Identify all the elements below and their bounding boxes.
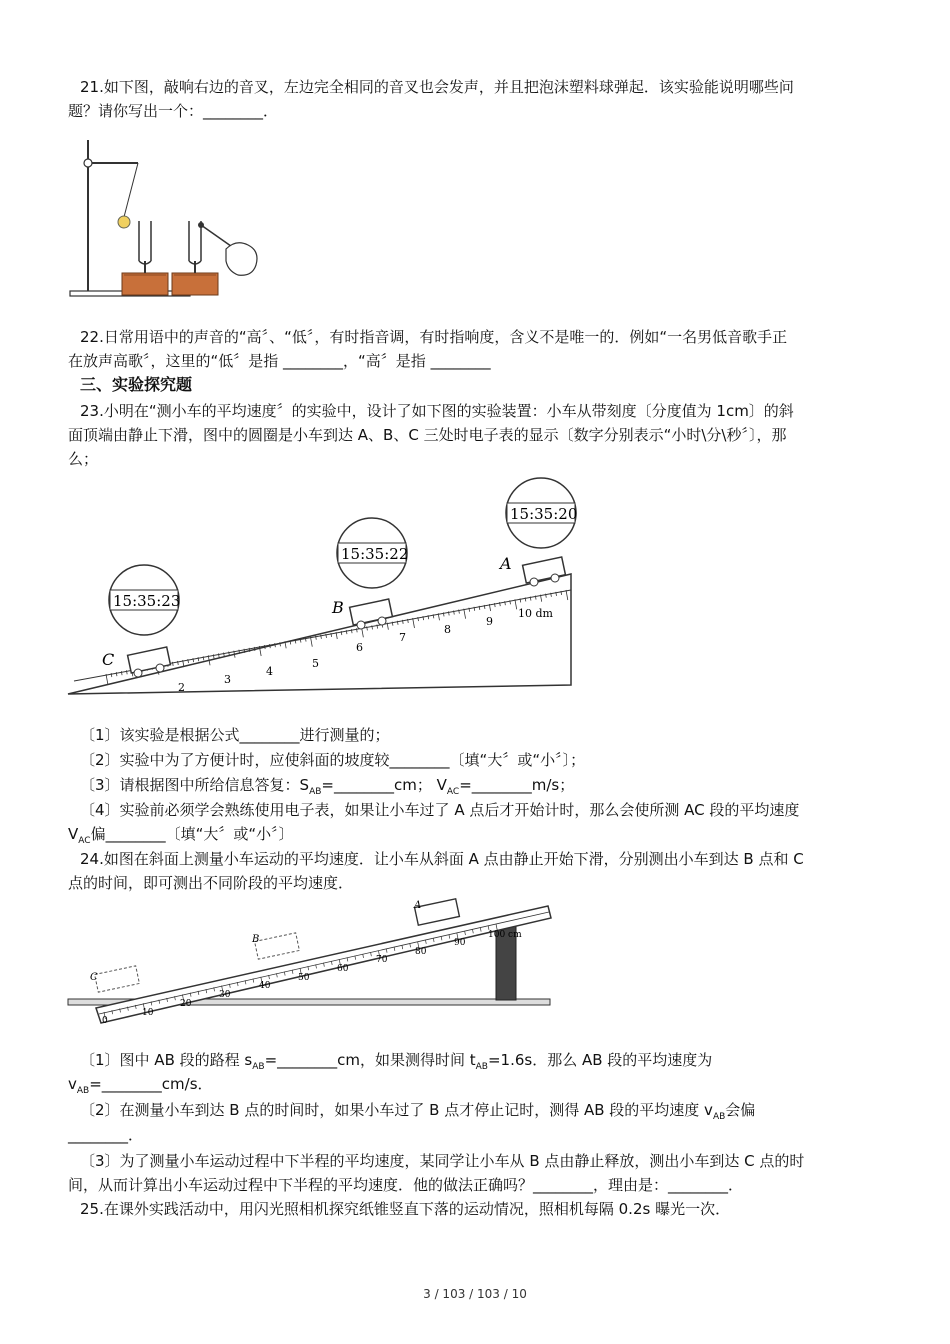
label-a: A	[500, 554, 512, 573]
cart-position-c	[95, 966, 140, 992]
label-24-c: C	[90, 972, 98, 983]
ruler-b-tick-20: 20	[180, 999, 192, 1009]
ruler-b-tick-100: 100 cm	[488, 930, 522, 940]
ruler-b-tick-70: 70	[376, 955, 388, 965]
cart-position-b	[255, 933, 300, 959]
ruler-tick-mark	[106, 674, 108, 684]
q22-line2: 在放声高歌〞，这里的“低〞是指 ________，“高〞是指 ________	[68, 352, 491, 370]
q23-sub3: 〔3〕请根据图中所给信息答复：$S_{AB}=\_\_\_\_\_\_\_\_cm$； $V_{AC}=\_\_\_\_\_\_\_\_m/s$；	[80, 776, 575, 797]
q23-line3: 么；	[68, 450, 99, 468]
clock-a: 15:35:20	[510, 505, 578, 523]
label-24-a: A	[414, 900, 422, 911]
ruler-b-tick-40: 40	[259, 981, 271, 991]
tuning-fork-figure	[66, 125, 266, 305]
ruler-tick-9: 9	[486, 615, 493, 628]
q24-sub3-line1: 〔3〕为了测量小车运动过程中下半程的平均速度，某同学让小车从 B 点由静止释放，测出小车到达 C 点的时	[80, 1152, 805, 1170]
q23-sub4-line1: 〔4〕实验前必须学会熟练使用电子表，如果让小车过了 A 点后才开始计时，那么会使所测 AC 段的平均速度	[80, 801, 800, 819]
ruler-b-tick-30: 30	[219, 990, 231, 1000]
ruler-b-tick-90: 90	[454, 938, 466, 948]
section-title: 三、实验探究题	[80, 375, 193, 394]
label-c: C	[102, 650, 115, 669]
q21-line1: 21.如下图，敲响右边的音叉，左边完全相同的音叉也会发声，并且把泡沫塑料球弹起．该实验能说明哪些问	[80, 78, 794, 96]
incline-ruler-figure	[66, 898, 556, 1033]
page-footer: 3 / 103 / 103 / 10	[423, 1287, 527, 1301]
label-b: B	[332, 598, 344, 617]
clock-b: 15:35:22	[341, 545, 409, 563]
q24-line1: 24.如图在斜面上测量小车运动的平均速度．让小车从斜面 A 点由静止开始下滑，分别测出小车到达 B 点和 C	[80, 850, 804, 868]
q24-line2: 点的时间，即可测出不同阶段的平均速度．	[68, 874, 354, 892]
q24-sub2: 〔2〕在测量小车到达 B 点的时间时，如果小车过了 B 点才停止记时，测得 AB 段的平均速度 $v_{AB}$会偏	[80, 1101, 756, 1122]
label-24-b: B	[252, 934, 260, 945]
hand-icon	[226, 243, 257, 276]
q23-sub2: 〔2〕实验中为了方便计时，应使斜面的坡度较________〔填“大〞或“小〞〕；	[80, 751, 586, 769]
ruler-b-tick-10: 10	[142, 1008, 154, 1018]
ruler-tick-4: 4	[266, 665, 273, 678]
ruler-b-tick-80: 80	[415, 947, 427, 957]
ruler-tick-6: 6	[356, 641, 363, 654]
q23-line2: 面顶端由静止下滑，图中的圆圈是小车到达 A、B、C 三处时电子表的显示〔数字分别表示“小时\分\秒〞〕，那	[68, 426, 787, 444]
ruler-b-tick-50: 50	[298, 973, 310, 983]
q22-line1: 22.日常用语中的声音的“高〞、“低〞，有时指音调，有时指响度，含义不是唯一的．例如“一名男低音歌手正	[80, 328, 788, 346]
q23-sub1: 〔1〕该实验是根据公式________进行测量的；	[80, 726, 390, 744]
clock-c: 15:35:23	[113, 592, 181, 610]
q24-sub1-line2: $v_{AB}=\_\_\_\_\_\_\_\_cm/s$．	[68, 1075, 213, 1096]
cart-position-a	[415, 899, 460, 925]
q24-sub3-line2: 间，从而计算出小车运动过程中下半程的平均速度．他的做法正确吗？________，理由是：________．	[68, 1176, 744, 1194]
resonance-box-right	[172, 273, 218, 295]
q25-line1: 25.在课外实践活动中，用闪光照相机探究纸锥竖直下落的运动情况，照相机每隔 0.2s 曝光一次．	[80, 1200, 731, 1218]
incline-clock-figure	[66, 475, 586, 705]
ruler-tick-2: 2	[178, 681, 185, 694]
ruler-tick-8: 8	[444, 623, 451, 636]
ruler-b-tick-0: 0	[102, 1016, 108, 1026]
foam-ball	[118, 216, 130, 228]
q21-line2: 题？请你写出一个：________．	[68, 102, 279, 120]
ruler-tick-5: 5	[312, 657, 319, 670]
ruler-b-tick-60: 60	[337, 964, 349, 974]
ruler-unit: 10 dm	[518, 607, 553, 620]
q24-sub2-line2: ________．	[68, 1126, 144, 1144]
q24-sub1: 〔1〕图中 AB 段的路程 $s_{AB}=\_\_\_\_\_\_\_\_cm$，如果测得时间 $t_{AB}=1.6s$．那么 AB 段的平均速度为	[80, 1051, 713, 1072]
ruler-tick-3: 3	[224, 673, 231, 686]
q23-sub4-line2: $V_{AC}$偏________〔填“大〞或“小〞〕	[68, 825, 294, 846]
q23-line1: 23.小明在“测小车的平均速度〞的实验中，设计了如下图的实验装置：小车从带刻度〔分度值为 1cm〕的斜	[80, 402, 794, 420]
resonance-box-left	[122, 273, 168, 295]
ruler-tick-7: 7	[399, 631, 406, 644]
